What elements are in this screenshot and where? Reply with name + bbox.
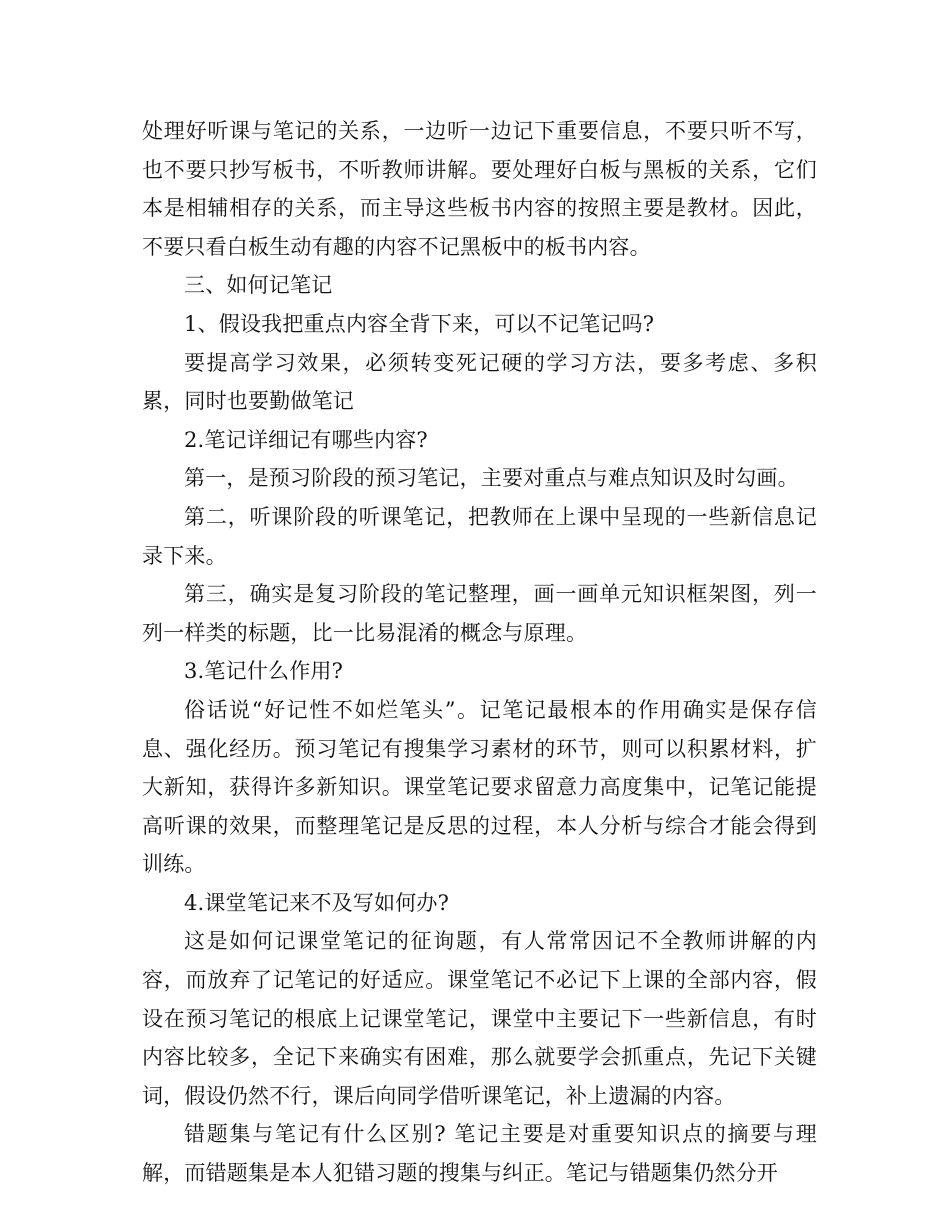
paragraph: 处理好听课与笔记的关系，一边听一边记下重要信息，不要只听不写，也不要只抄写板书，不听教师讲解。要处理好白板与黑板的关系，它们本是相辅相存的关系，而主导这些板书内容的按照主要是教材。因此，不要只看白板生动有趣的内容不记黑板中的板书内容。	[142, 119, 817, 259]
question-heading: 3.笔记什么作用?	[184, 659, 344, 684]
document-body	[142, 112, 817, 1193]
question-heading: 1、假设我把重点内容全背下来，可以不记笔记吗?	[184, 311, 655, 336]
question-heading: 4.课堂笔记来不及写如何办?	[184, 890, 450, 915]
paragraph: 第二，听课阶段的听课笔记，把教师在上课中呈现的一些新信息记录下来。	[142, 504, 817, 568]
paragraph: 错题集与笔记有什么区别? 笔记主要是对重要知识点的摘要与理解，而错题集是本人犯错习题的搜集与纠正。笔记与错题集仍然分开	[142, 1122, 817, 1186]
paragraph: 要提高学习效果，必须转变死记硬的学习方法，要多考虑、多积累，同时也要勤做笔记	[142, 350, 817, 414]
section-heading: 三、如何记笔记	[184, 273, 333, 298]
question-heading: 2.笔记详细记有哪些内容?	[184, 427, 428, 452]
paragraph: 这是如何记课堂笔记的征询题，有人常常因记不全教师讲解的内容，而放弃了记笔记的好适应。课堂笔记不必记下上课的全部内容，假设在预习笔记的根底上记课堂笔记，课堂中主要记下一些新信息，有时内容比较多，全记下来确实有困难，那么就要学会抓重点，先记下关键词，假设仍然不行，课后向同学借听课笔记，补上遗漏的内容。	[142, 929, 817, 1108]
paragraph: 第三，确实是复习阶段的笔记整理，画一画单元知识框架图，列一列一样类的标题，比一比易混淆的概念与原理。	[142, 582, 817, 645]
paragraph: 俗话说“好记性不如烂笔头”。记笔记最根本的作用确实是保存信息、强化经历。预习笔记有搜集学习素材的环节，则可以积累材料，扩大新知，获得许多新知识。课堂笔记要求留意力高度集中，记笔记能提高听课的效果，而整理笔记是反思的过程，本人分析与综合才能会得到训练。	[142, 697, 817, 877]
paragraph: 第一，是预习阶段的预习笔记，主要对重点与难点知识及时勾画。	[184, 466, 799, 491]
